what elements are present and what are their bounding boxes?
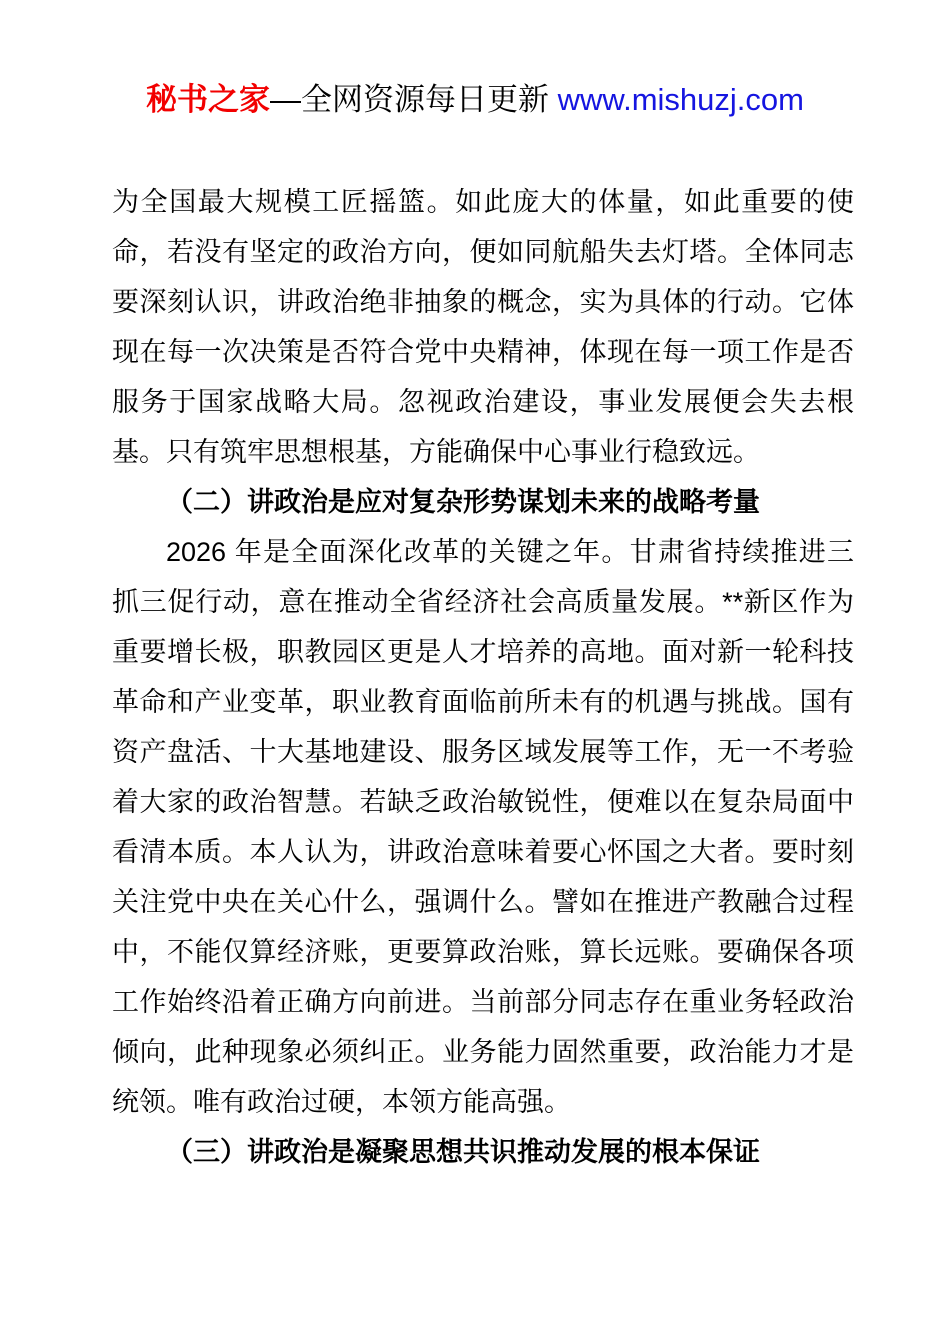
site-banner xyxy=(0,80,950,120)
section-heading-2: （二）讲政治是应对复杂形势谋划未来的战略考量 xyxy=(166,487,760,517)
paragraph: 为全国最大规模工匠摇篮。如此庞大的体量，如此重要的使命，若没有坚定的政治方向，便如同航船失去灯塔。全体同志要深刻认识，讲政治绝非抽象的概念，实为具体的行动。它体现在每一次决策是否符合党中央精神，体现在每一项工作是否服务于国家战略大局。忽视政治建设，事业发展便会失去根基。只有筑牢思想根基，方能确保中心事业行稳致远。 xyxy=(112,187,854,467)
em-dash: — xyxy=(270,82,302,117)
section-heading-3: （三）讲政治是凝聚思想共识推动发展的根本保证 xyxy=(166,1137,760,1167)
site-tagline: 全网资源每日更新 xyxy=(301,82,558,117)
document-body xyxy=(112,177,854,1177)
paragraph: 2026 年是全面深化改革的关键之年。甘肃省持续推进三抓三促行动，意在推动全省经济社会高质量发展。**新区作为重要增长极，职教园区更是人才培养的高地。面对新一轮科技革命和产业变革，职业教育面临前所未有的机遇与挑战。国有资产盘活、十大基地建设、服务区域发展等工作，无一不考验着大家的政治智慧。若缺乏政治敏锐性，便难以在复杂局面中看清本质。本人认为，讲政治意味着要心怀国之大者。要时刻关注党中央在关心什么，强调什么。譬如在推进产教融合过程中，不能仅算经济账，更要算政治账，算长远账。要确保各项工作始终沿着正确方向前进。当前部分同志存在重业务轻政治倾向，此种现象必须纠正。业务能力固然重要，政治能力才是统领。唯有政治过硬，本领方能高强。 xyxy=(112,537,854,1117)
site-url[interactable]: www.mishuzj.com xyxy=(557,82,804,117)
site-brand-text: 秘书之家 xyxy=(146,82,271,117)
